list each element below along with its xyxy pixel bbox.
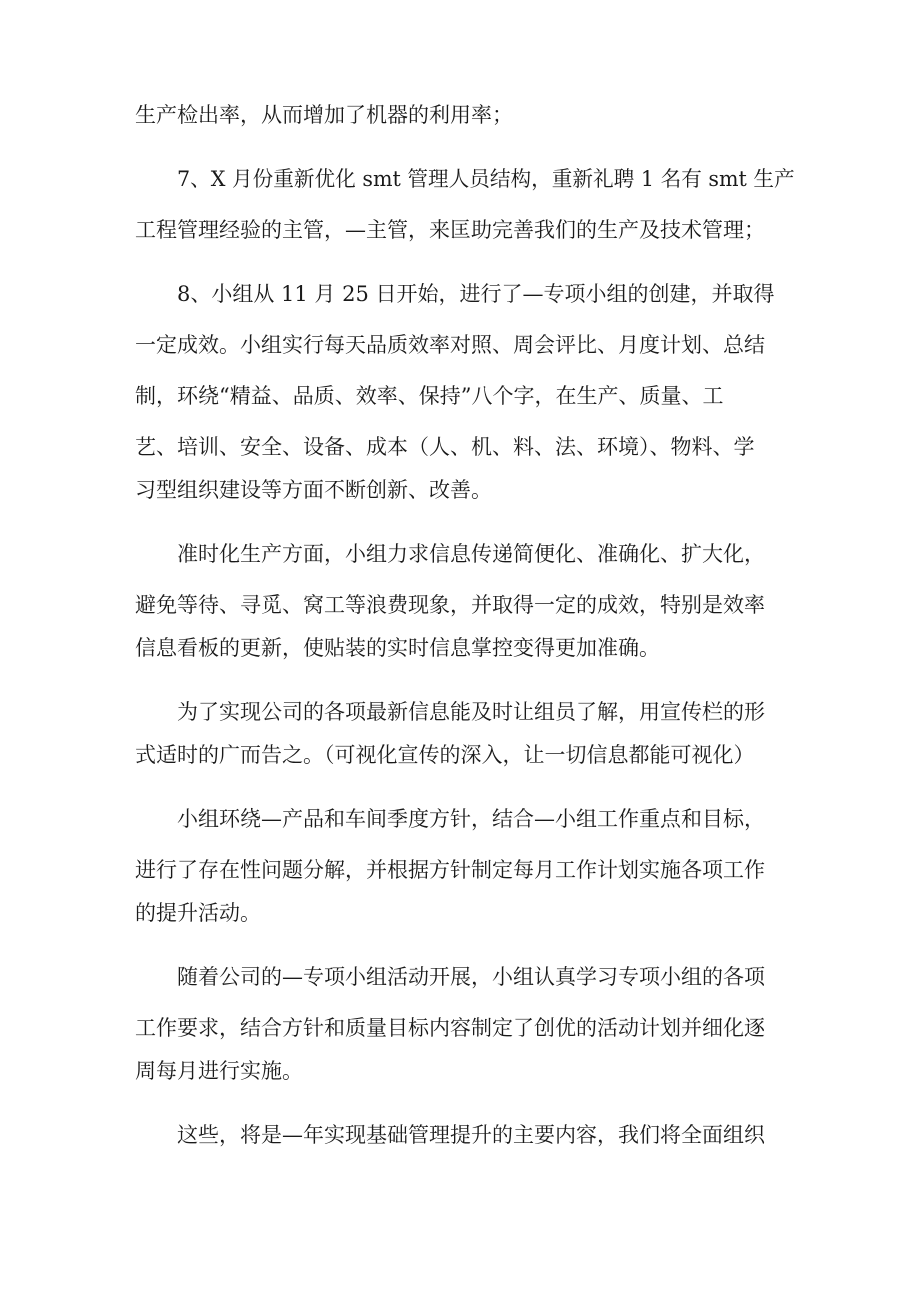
text-line: 随着公司的—专项小组活动开展，小组认真学习专项小组的各项 [177, 965, 765, 989]
text-line: 信息看板的更新，使贴装的实时信息掌控变得更加准确。 [135, 636, 660, 660]
text-line: 周每月进行实施。 [135, 1059, 303, 1083]
text-line: 小组环绕—产品和车间季度方针，结合—小组工作重点和目标， [177, 807, 765, 831]
text-line: 式适时的广而告之。（可视化宣传的深入，让一切信息都能可视化） [135, 743, 755, 767]
text-line: 避免等待、寻觅、窝工等浪费现象，并取得一定的成效，特别是效率 [135, 593, 765, 617]
text-line: 进行了存在性问题分解，并根据方针制定每月工作计划实施各项工作 [135, 858, 765, 882]
text-line: 习型组织建设等方面不断创新、改善。 [135, 478, 492, 502]
text-line: 一定成效。小组实行每天品质效率对照、周会评比、月度计划、总结 [135, 333, 765, 357]
text-line: 为了实现公司的各项最新信息能及时让组员了解，用宣传栏的形 [177, 700, 765, 724]
text-line: 8、小组从 11 月 25 日开始，进行了—专项小组的创建，并取得 [177, 282, 775, 306]
text-line: 这些，将是—年实现基础管理提升的主要内容，我们将全面组织 [177, 1123, 765, 1147]
text-line: 准时化生产方面，小组力求信息传递简便化、准确化、扩大化， [177, 542, 765, 566]
text-line: 工程管理经验的主管，—主管，来匡助完善我们的生产及技术管理； [135, 218, 765, 242]
text-line: 工作要求，结合方针和质量目标内容制定了创优的活动计划并细化逐 [135, 1016, 765, 1040]
text-line: 制，环绕“精益、品质、效率、保持”八个字，在生产、质量、工 [135, 384, 724, 408]
text-line: 生产检出率，从而增加了机器的利用率； [135, 103, 513, 127]
text-line: 艺、培训、安全、设备、成本（人、机、料、法、环境）、物料、学 [135, 435, 755, 459]
text-line: 7、X 月份重新优化 smt 管理人员结构，重新礼聘 1 名有 smt 生产 [177, 167, 795, 191]
text-line: 的提升活动。 [135, 901, 261, 925]
